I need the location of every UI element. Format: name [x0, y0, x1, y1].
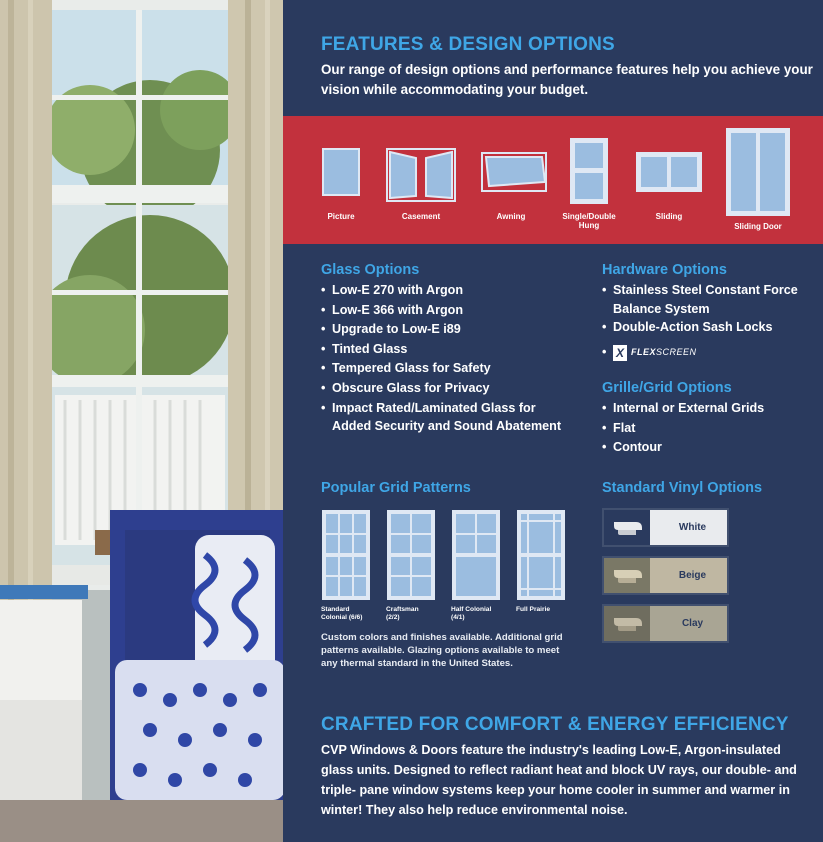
- note-line: Custom colors and finishes available. Additional grid: [321, 632, 563, 643]
- grid-label-line: Half Colonial: [451, 606, 492, 613]
- flexscreen-logo: [613, 343, 697, 363]
- grid-label-line: Colonial (6/6): [321, 614, 363, 621]
- grid-patterns-title: Popular Grid Patterns: [321, 480, 471, 496]
- sliding-door-label: Sliding Door: [734, 222, 782, 231]
- window-styles-band: [283, 116, 823, 244]
- full-prairie-label: [516, 606, 550, 614]
- list-item: [602, 281, 812, 318]
- grid-label-line: Standard: [321, 606, 350, 613]
- standard-colonial-label: [321, 606, 362, 622]
- vinyl-swatch-clay: [602, 604, 729, 643]
- sliding-window-icon: [636, 152, 702, 192]
- grid-label-line: Full Prairie: [516, 606, 551, 613]
- glass-options-list: [321, 281, 571, 435]
- sliding-door-icon: [726, 128, 790, 216]
- list-item: • Low-E 366 with Argon: [321, 301, 571, 321]
- craftsman-label: [386, 606, 419, 622]
- crafted-title: CRAFTED FOR COMFORT & ENERGY EFFICIENCY: [321, 714, 789, 735]
- hung-label-line: Single/Double: [562, 212, 616, 221]
- list-item-line: • Impact Rated/Laminated Glass for: [332, 400, 536, 415]
- features-title: FEATURES & DESIGN OPTIONS: [321, 34, 615, 55]
- flexscreen-wordmark-a: FLEX: [631, 347, 657, 358]
- standard-colonial-grid-icon: [321, 509, 371, 601]
- beige-sash-lock-icon: [604, 558, 650, 593]
- crafted-body-line: winter! They also help reduce environmental noise.: [321, 803, 628, 817]
- list-item: • Upgrade to Low-E i89: [321, 320, 571, 340]
- grid-label-line: (2/2): [386, 614, 400, 621]
- grille-options-title: Grille/Grid Options: [602, 380, 732, 396]
- features-intro-line: Our range of design options and performance features help you achieve your: [321, 62, 813, 77]
- note-line: patterns available. Glazing options available to meet: [321, 645, 560, 656]
- full-prairie-grid-icon: [516, 509, 566, 601]
- crafted-body: [321, 740, 797, 820]
- crafted-body-line: glass units. Designed to reflect radiant heat and block UV rays, our double- and: [321, 763, 797, 777]
- flexscreen-x-icon: • X: [613, 345, 627, 361]
- list-item: • Contour: [602, 438, 812, 458]
- list-item: • Low-E 270 with Argon: [321, 281, 571, 301]
- picture-label: Picture: [327, 212, 355, 221]
- list-item-line: Balance System: [613, 301, 710, 316]
- vinyl-label: Clay: [681, 618, 704, 629]
- grid-label-line: Craftsman: [386, 606, 419, 613]
- list-item: • Internal or External Grids: [602, 399, 812, 419]
- vinyl-swatch-white: [602, 508, 729, 547]
- list-item: • Flat: [602, 419, 812, 439]
- flexscreen-wordmark-b: SCREEN: [656, 347, 697, 358]
- flexscreen-wordmark: [631, 343, 697, 363]
- picture-window-icon: [322, 148, 360, 196]
- list-item: [321, 399, 571, 436]
- vinyl-options-title: Standard Vinyl Options: [602, 480, 763, 496]
- hung-window-icon: [570, 138, 608, 204]
- half-colonial-grid-icon: [451, 509, 501, 601]
- list-item: • Double-Action Sash Locks: [602, 318, 812, 338]
- photo-illustration: [0, 0, 283, 842]
- white-sash-lock-icon: [604, 510, 650, 545]
- interior-window-photo: [0, 0, 283, 842]
- vinyl-label: Beige: [678, 570, 707, 581]
- features-panel: [283, 0, 823, 842]
- list-item: [602, 343, 812, 363]
- casement-label: Casement: [401, 212, 441, 221]
- grid-label-line: (4/1): [451, 614, 465, 621]
- list-item-line: • Stainless Steel Constant Force: [613, 283, 798, 297]
- hung-label-line: Hung: [578, 221, 600, 230]
- casement-window-icon: [386, 148, 456, 202]
- list-item: • Tempered Glass for Safety: [321, 359, 571, 379]
- hardware-options-title: Hardware Options: [602, 262, 727, 278]
- vinyl-swatch-beige: [602, 556, 729, 595]
- glass-options-title: Glass Options: [321, 262, 420, 278]
- list-item-line: Added Security and Sound Abatement: [332, 419, 562, 434]
- features-intro: [321, 60, 813, 100]
- craftsman-grid-icon: [386, 509, 436, 601]
- sliding-label: Sliding: [655, 212, 683, 221]
- awning-label: Awning: [496, 212, 526, 221]
- grid-patterns-note: [321, 631, 563, 670]
- crafted-body-line: CVP Windows & Doors feature the industry's leading Low-E, Argon-insulated: [321, 743, 781, 757]
- half-colonial-label: [451, 606, 491, 622]
- features-intro-line: vision while accommodating your budget.: [321, 82, 589, 97]
- crafted-body-line: triple- pane window systems keep your home cooler in summer and warmer in: [321, 783, 790, 797]
- list-item: • Tinted Glass: [321, 340, 571, 360]
- list-item: • Obscure Glass for Privacy: [321, 379, 571, 399]
- grille-options-list: [602, 399, 812, 458]
- hardware-options-list: [602, 281, 812, 364]
- awning-window-icon: [481, 152, 547, 192]
- vinyl-label: White: [678, 522, 707, 533]
- note-line: any thermal standard in the United States.: [321, 658, 513, 669]
- clay-sash-lock-icon: [604, 606, 650, 641]
- hung-label: [549, 212, 629, 230]
